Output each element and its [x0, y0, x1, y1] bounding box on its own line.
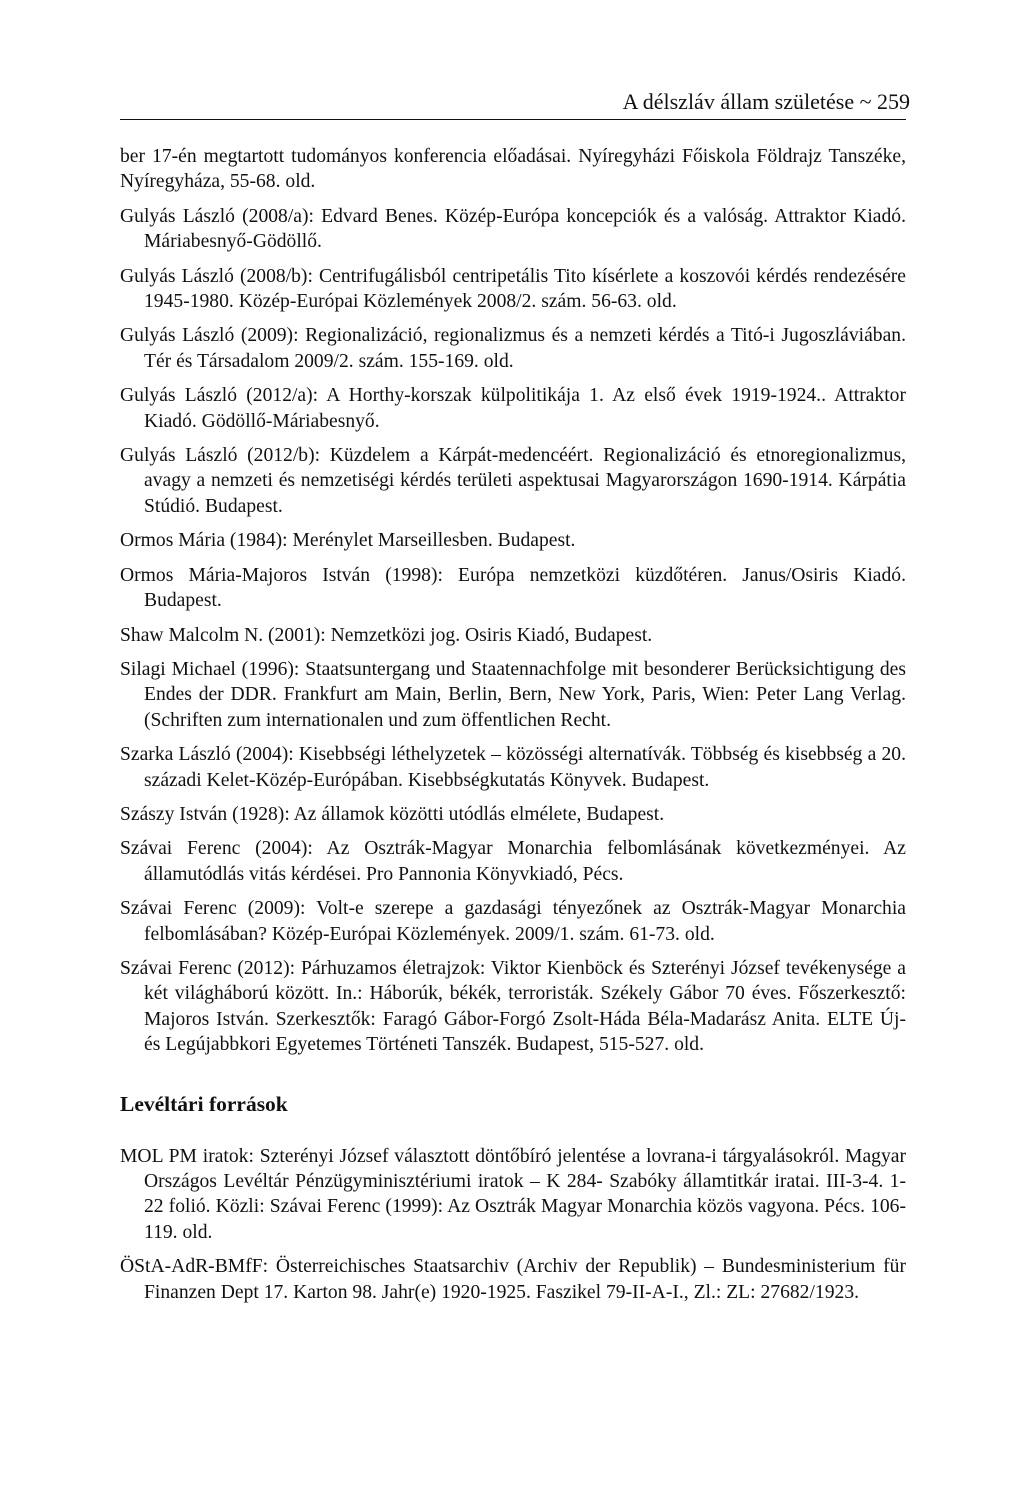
archive-entry: ÖStA-AdR-BMfF: Österreichisches Staatsarchiv (Archiv der Republik) – Bundesministerium für Finanzen Dept 17. Karton 98. Jahr(e) 1920-1925. Faszikel 79-II-A-I., Zl.: ZL: 27682/1923.: [120, 1256, 906, 1303]
section-heading: Levéltári források: [120, 1091, 288, 1116]
reference-entry: ber 17-én megtartott tudományos konferencia előadásai. Nyíregyházi Főiskola Földrajz Tanszéke, Nyíregyháza, 55-68. old.: [120, 146, 906, 193]
reference-entry: Gulyás László (2012/b): Küzdelem a Kárpát-medencéért. Regionalizáció és etnoregionalizmus, avagy a nemzeti és nemzetiségi kérdés területi aspektusai Magyarországon 1690-1914. Kárpátia Stúdió. Budapest.: [120, 445, 906, 517]
reference-entry: Ormos Mária-Majoros István (1998): Európa nemzetközi küzdőtéren. Janus/Osiris Kiadó. Budapest.: [120, 564, 906, 612]
header-rule: [120, 119, 906, 120]
reference-entry: Gulyás László (2008/b): Centrifugálisból centripetális Tito kísérlete a koszovói kérdés rendezésére 1945-1980. Közép-Európai Közlemények 2008/2. szám. 56-63. old.: [120, 265, 906, 313]
reference-entry: Szávai Ferenc (2004): Az Osztrák-Magyar Monarchia felbomlásának következményei. Az államutódlás vitás kérdései. Pro Pannonia Könyvkiadó, Pécs.: [120, 838, 906, 885]
running-header: A délszláv állam születése ~ 259: [622, 89, 910, 114]
reference-entry: Gulyás László (2008/a): Edvard Benes. Közép-Európa koncepciók és a valóság. Attraktor Kiadó. Máriabesnyő-Gödöllő.: [120, 205, 906, 253]
reference-entry: Szarka László (2004): Kisebbségi léthelyzetek – közösségi alternatívák. Többség és kisebbség a 20. századi Kelet-Közép-Európában. Kisebbségkutatás Könyvek. Budapest.: [120, 744, 906, 791]
bibliography: [120, 144, 906, 1314]
reference-entry: Gulyás László (2012/a): A Horthy-korszak külpolitikája 1. Az első évek 1919-1924.. Attraktor Kiadó. Gödöllő-Máriabesnyő.: [120, 385, 906, 432]
archive-entry: MOL PM iratok: Szterényi József választott döntőbíró jelentése a lovrana-i tárgyalásokról. Magyar Országos Levéltár Pénzügyminisztériumi iratok – K 284- Szabóky államtitkár iratai. III-3-4. 1-22 folió. Közli: Szávai Ferenc (1999): Az Osztrák Magyar Monarchia közös vagyona. Pécs. 106-119. old.: [120, 1145, 906, 1243]
reference-entry: Szávai Ferenc (2009): Volt-e szerepe a gazdasági tényezőnek az Osztrák-Magyar Monarchia felbomlásában? Közép-Európai Közlemények. 2009/1. szám. 61-73. old.: [120, 898, 906, 945]
reference-entry: Szászy István (1928): Az államok közötti utódlás elmélete, Budapest.: [120, 803, 665, 825]
reference-entry: Silagi Michael (1996): Staatsuntergang und Staatennachfolge mit besonderer Berücksichtigung des Endes der DDR. Frankfurt am Main, Berlin, Bern, New York, Paris, Wien: Peter Lang Verlag. (Schriften zum internationalen und zum öffentlichen Recht.: [120, 658, 906, 731]
reference-entry: Szávai Ferenc (2012): Párhuzamos életrajzok: Viktor Kienböck és Szterényi József tevékenysége a két világháború között. In.: Háborúk, békék, terroristák. Székely Gábor 70 éves. Főszerkesztő: Majoros István. Szerkesztők: Faragó Gábor-Forgó Zsolt-Háda Béla-Madarász Anita. ELTE Új- és Legújabbkori Egyetemes Történeti Tanszék. Budapest, 515-527. old.: [120, 957, 906, 1056]
reference-entry: Ormos Mária (1984): Merénylet Marseillesben. Budapest.: [120, 530, 576, 552]
reference-entry: Gulyás László (2009): Regionalizáció, regionalizmus és a nemzeti kérdés a Titó-i Jugoszláviában. Tér és Társadalom 2009/2. szám. 155-169. old.: [120, 325, 906, 372]
reference-entry: Shaw Malcolm N. (2001): Nemzetközi jog. Osiris Kiadó, Budapest.: [120, 624, 653, 646]
